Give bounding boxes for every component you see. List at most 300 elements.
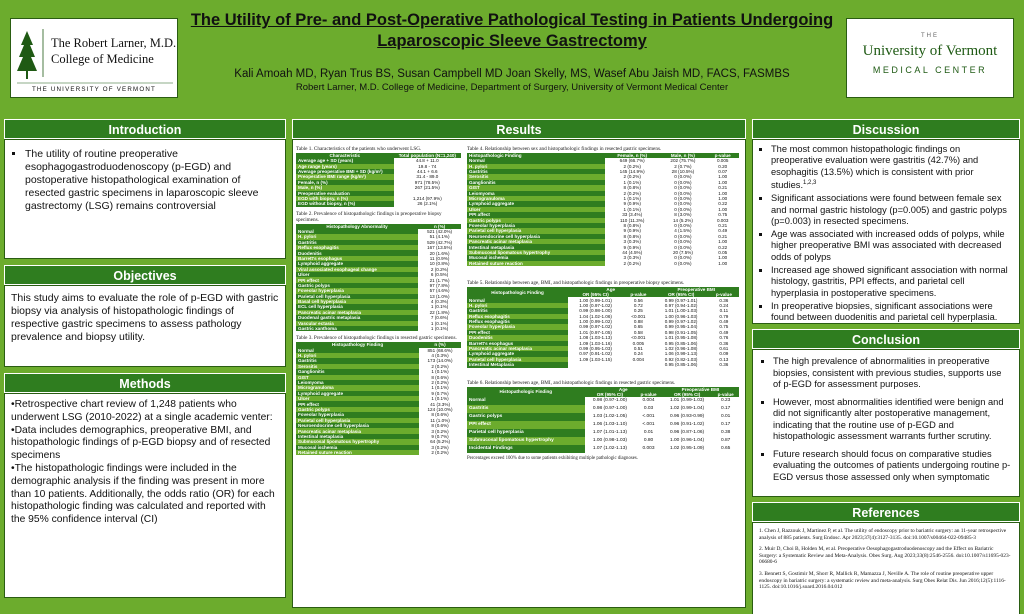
table6-cell: 1.00 (0.98-1.03) bbox=[585, 437, 636, 445]
table4-cell: PPI affect bbox=[467, 212, 605, 217]
table4-cell: Gastric polyps bbox=[467, 218, 605, 223]
table5-cell: 1.01 (0.95-1.08) bbox=[653, 335, 708, 340]
table5-cell: 0.24 bbox=[623, 351, 653, 356]
table4-cell: 0.21 bbox=[706, 234, 739, 239]
table3-body bbox=[296, 348, 461, 456]
table5-header: Preoperative BMI bbox=[653, 287, 739, 292]
objectives-text: This study aims to evaluate the role of p-EGD with gastric biopsy via analysis of histopathologic findings of respective gastric specimens to assess pathology prevalence and biopsy utility. bbox=[11, 292, 279, 343]
table3-cell: 9 (0.7%) bbox=[419, 391, 461, 396]
table5-cell: 0.79 bbox=[709, 314, 739, 319]
introduction-item: ▪ The utility of routine preoperative esophagogastroduodenoscopy (p-EGD) and postoperative histopathological examination of resected gastric specimens in laparoscopic sleeve gastrectomy (LSG) remains controversial bbox=[25, 148, 277, 213]
table5-cell: 0.92 (0.82-1.03) bbox=[653, 357, 708, 362]
discussion-item: ▪ The most common histopathologic findings on preoperative evaluation were gastritis (42.7%) and esophagitis (13.5%) which is consistent with prior studies.$^{1,2,3}$ bbox=[771, 144, 1013, 191]
table4-cell: 9 (0.9%) bbox=[605, 244, 659, 249]
table1-block bbox=[296, 146, 461, 455]
table3-cell: Mucosal ischemia bbox=[296, 445, 419, 450]
table6-cell: 0.004 bbox=[635, 397, 662, 405]
table4-cell: 2 (0.2%) bbox=[605, 261, 659, 266]
table2-cell: 20 (1.6%) bbox=[418, 250, 461, 255]
results-body bbox=[292, 139, 746, 608]
introduction-body bbox=[4, 139, 286, 259]
right-column bbox=[752, 119, 1020, 610]
table1-cell: 44.8 + 11.0 bbox=[394, 158, 461, 163]
logo-left-line2: College of Medicine bbox=[51, 52, 154, 66]
table1-header: Characteristic bbox=[296, 153, 394, 158]
table3-cell: 124 (10.0%) bbox=[419, 407, 461, 412]
table2-cell: 6 (0.5%) bbox=[418, 272, 461, 277]
table6-row bbox=[467, 397, 739, 405]
table5-cell: 1.09 (1.03-1.16) bbox=[568, 341, 623, 346]
table6-cell: 1.02 (0.95-1.09) bbox=[662, 445, 713, 453]
table2-cell: H. pylori bbox=[296, 234, 418, 239]
table3-cell: Gastric polyps bbox=[296, 407, 419, 412]
table5-subheader: OR (95% CI) bbox=[653, 292, 708, 297]
table5-cell: 0.61 bbox=[709, 346, 739, 351]
table3-cell: Leiomyoma bbox=[296, 380, 419, 385]
table6-cell: 1.07 (1.02-1.13) bbox=[585, 445, 636, 453]
references-heading: References bbox=[752, 502, 1020, 522]
conclusion-item: ▪ Future research should focus on comparative studies evaluating the outcomes of patients undergoing routine p-EGD versus those assessed only when symptomatic bbox=[773, 449, 1011, 484]
table4-cell: Mucosal ischemia bbox=[467, 255, 605, 260]
table3-cell: 3 (0.2%) bbox=[419, 428, 461, 433]
table6-header: Age bbox=[585, 387, 662, 392]
table6-row bbox=[467, 429, 739, 437]
table2-cell: 57 (4.6%) bbox=[418, 288, 461, 293]
table6-cell: Gastric polyps bbox=[467, 413, 585, 421]
table2-cell: PPI effect bbox=[296, 277, 418, 282]
reference-item: 3. Bennett S, Gostimir M, Shorr R, Mallick R, Mamazza J, Neville A. The role of routine preoperative upper endoscopy in bariatric surgery: a systematic review and meta-analysis. Surg Obes Relat Dis. Jun 2016;12(5):1116-1125. doi:10.1016/j.soard.2016.04.012 bbox=[759, 570, 1006, 591]
conclusion-list bbox=[761, 356, 1011, 483]
table4-cell: 8 (0.8%) bbox=[605, 223, 659, 228]
table4-cell: 1.00 bbox=[706, 180, 739, 185]
table5-cell bbox=[623, 362, 653, 367]
table4-cell: Submucosal lipomatous hypertrophy bbox=[467, 250, 605, 255]
table4-cell: 0.005 bbox=[706, 158, 739, 163]
poster-header bbox=[4, 4, 1020, 114]
table4-cell: 0 (0.0%) bbox=[659, 223, 706, 228]
table1-cell: 971 (78.5%) bbox=[394, 180, 461, 185]
table4-cell: 110 (11.3%) bbox=[605, 218, 659, 223]
table4-cell: 1.00 bbox=[706, 261, 739, 266]
uvm-medical-center-logo bbox=[846, 18, 1014, 98]
table1-cell: Age range (years) bbox=[296, 164, 394, 169]
table4-cell: 0 (0.0%) bbox=[659, 201, 706, 206]
table3-cell: 1 (0.1%) bbox=[419, 369, 461, 374]
table2 bbox=[296, 224, 461, 332]
table5-cell: H. pylori bbox=[467, 303, 568, 308]
table4-row bbox=[467, 261, 739, 266]
table3-cell: 3 (0.2%) bbox=[419, 445, 461, 450]
table5-cell: <0.001 bbox=[623, 335, 653, 340]
table4-cell: 0 (0.0%) bbox=[659, 255, 706, 260]
table3-caption: Table 3. Prevalence of histopathologic findings in resected gastric specimens. bbox=[296, 335, 457, 342]
table3-cell: Parietal cell hyperplasia bbox=[296, 418, 419, 423]
table3-cell: PPI effect bbox=[296, 401, 419, 406]
results-note: Percentages exceed 100% due to some patients exhibiting multiple pathologic diagnoses. bbox=[467, 455, 638, 461]
table1-cell: Average age + SD (years) bbox=[296, 158, 394, 163]
table4-header: Histopathologic Finding bbox=[467, 153, 605, 158]
table5-cell: 0.11 bbox=[709, 308, 739, 313]
table6-cell: 0.17 bbox=[712, 405, 739, 413]
table6-cell: 0.96 (0.91-1.02) bbox=[662, 421, 713, 429]
table6-row bbox=[467, 445, 739, 453]
table4-cell: 0 (0.0%) bbox=[659, 207, 706, 212]
table5-cell: 0.72 bbox=[623, 303, 653, 308]
table6-cell: Parietal cell hyperplasia bbox=[467, 429, 585, 437]
table2-cell: 21 (1.7%) bbox=[418, 277, 461, 282]
table2-cell: Basal cell hyperplasia bbox=[296, 299, 418, 304]
conclusion-item: ▪ The high prevalence of abnormalities in preoperative biopsies, consistent with previous studies, supports use of p-EGD for assessment purposes. bbox=[773, 356, 1011, 391]
table4-cell: 0 (0.0%) bbox=[659, 234, 706, 239]
table4-cell: 1.00 bbox=[706, 191, 739, 196]
table5-cell: 1.01 (0.97-1.05) bbox=[568, 330, 623, 335]
table4-cell: Lymphoid aggregate bbox=[467, 201, 605, 206]
table6-cell: 1.01 (0.99-1.03) bbox=[662, 397, 713, 405]
results-heading: Results bbox=[292, 119, 746, 139]
table2-cell: 7 (0.6%) bbox=[418, 315, 461, 320]
table1-cell: 19.8 - 74 bbox=[394, 164, 461, 169]
table1-body bbox=[296, 158, 461, 207]
table4-cell: 0.07 bbox=[706, 169, 739, 174]
table5-cell: Barrett's esophagus bbox=[467, 341, 568, 346]
table5-cell: 0.99 (0.95-1.03) bbox=[568, 346, 623, 351]
title-block bbox=[184, 10, 840, 93]
table4-cell: 0 (0.0%) bbox=[659, 244, 706, 249]
middle-column bbox=[292, 119, 746, 610]
table4-cell: 0.22 bbox=[706, 201, 739, 206]
table6-subheader: OR (95% CI) bbox=[585, 392, 636, 397]
table6-cell: PPI effect bbox=[467, 421, 585, 429]
table5-cell: 0.51 bbox=[623, 346, 653, 351]
table5-cell: 0.36 bbox=[709, 297, 739, 302]
table5-cell: 1.00 (0.99-1.02) bbox=[568, 319, 623, 324]
methods-item: •Retrospective chart review of 1,248 patients who underwent LSG (2010-2022) at a single academic venter: bbox=[11, 399, 273, 423]
table5-cell: 0.65 bbox=[623, 324, 653, 329]
table2-cell: 22 (1.8%) bbox=[418, 310, 461, 315]
table6-caption: Table 6. Relationship between age, BMI, and histopathologic findings in resected gastric specimens. bbox=[467, 379, 676, 386]
table6-subheader: p-value bbox=[712, 392, 739, 397]
table4-cell: 33 (3.4%) bbox=[605, 212, 659, 217]
table5-cell: 0.88 bbox=[623, 319, 653, 324]
table4-cell: Ulcer bbox=[467, 207, 605, 212]
table3-cell: Ulcer bbox=[296, 396, 419, 401]
table4-cell: Serositis bbox=[467, 174, 605, 179]
table3-cell: 8 (0.6%) bbox=[419, 412, 461, 417]
table4-cell: 0.22 bbox=[706, 244, 739, 249]
table3-cell: 1 (0.1%) bbox=[419, 396, 461, 401]
table5-row bbox=[467, 362, 739, 367]
table6-row bbox=[467, 437, 739, 445]
table5-cell: Normal bbox=[467, 297, 568, 302]
table4-cell: 1 (0.1%) bbox=[605, 180, 659, 185]
table1-cell: 44.1 + 6.6 bbox=[394, 169, 461, 174]
table5-cell: 0.09 bbox=[709, 351, 739, 356]
table6-cell: Normal bbox=[467, 397, 585, 405]
table5-cell: Intestinal Metaplasia bbox=[467, 362, 568, 367]
conclusion-item: ▪ However, most abnormalities identified were benign and did not significantly alter postoperative management, indicating that the routine use of p-EGD and histopathologic assessment warrants further scrutiny. bbox=[773, 397, 1011, 443]
table2-cell: Lymphoid aggregate bbox=[296, 261, 418, 266]
table4-cell: 0.21 bbox=[706, 185, 739, 190]
table2-cell: Gastric xanthoma bbox=[296, 326, 418, 331]
table1-caption: Table 1. Characteristics of the patients who underwent LSG. bbox=[296, 146, 422, 152]
table4-cell: 0 (0.0%) bbox=[659, 174, 706, 179]
logo-left-line1: The Robert Larner, M.D. bbox=[51, 36, 177, 50]
table4 bbox=[467, 153, 739, 266]
table5-cell: 1.00 (0.96-1.03) bbox=[653, 314, 708, 319]
table4-cell: Normal bbox=[467, 158, 605, 163]
table4-cell: 0 (0.0%) bbox=[659, 239, 706, 244]
table6-cell: <.001 bbox=[635, 413, 662, 421]
table2-cell: Gastritis bbox=[296, 240, 418, 245]
table3-cell: Normal bbox=[296, 348, 419, 353]
table3-cell: 851 (68.6%) bbox=[419, 348, 461, 353]
table1-cell: Female, n (%) bbox=[296, 180, 394, 185]
table3-cell: H. pylori bbox=[296, 353, 419, 358]
table5-cell: 0.36 bbox=[709, 362, 739, 367]
table4-cell: Intestinal metaplasia bbox=[467, 244, 605, 249]
discussion-item: ▪ In preoperative biopsies, significant associations were found between duodenitis and parietal cell hyperplasia. bbox=[771, 301, 1013, 324]
table3-row bbox=[296, 439, 461, 444]
table5-cell: 0.49 bbox=[709, 319, 739, 324]
table3-cell: Lymphoid aggregate bbox=[296, 391, 419, 396]
table2-row bbox=[296, 326, 461, 331]
table2-cell: Duodenitis bbox=[296, 250, 418, 255]
table5-cell: 0.99 (0.95-1.04) bbox=[653, 324, 708, 329]
table2-cell: Reflux esophagitis bbox=[296, 245, 418, 250]
table4-cell: 0 (0.0%) bbox=[659, 196, 706, 201]
table4-cell: 649 (66.7%) bbox=[605, 158, 659, 163]
table3-cell: Intestinal metaplasia bbox=[296, 434, 419, 439]
table6-cell: 0.65 bbox=[712, 445, 739, 453]
table4-cell: Gastritis bbox=[467, 169, 605, 174]
methods-heading: Methods bbox=[4, 373, 286, 393]
logo-left-line3: THE UNIVERSITY OF VERMONT bbox=[31, 86, 157, 93]
table5-cell: 0.005 bbox=[623, 341, 653, 346]
table6-cell: 0.98 (0.97-1.00) bbox=[585, 405, 636, 413]
table2-cell: 2 (0.2%) bbox=[418, 267, 461, 272]
table6-body bbox=[467, 397, 739, 453]
reference-item: 2. Muir D, Choi B, Holden M, et al. Preoperative Oesophagogastroduodenoscopy and the Effect on Bariatric Surgery: a Systematic Review and Meta-Analysis. Obes Surg. Aug 2023;33(8):2546-2556. doi:10.1007/s11695-023-06680-6 bbox=[759, 546, 1011, 566]
table4-cell: 1 (0.1%) bbox=[605, 207, 659, 212]
table4-cell: 0.75 bbox=[706, 212, 739, 217]
table2-cell: Foveolar hyperplasia bbox=[296, 288, 418, 293]
table3-header: Histopathology Finding bbox=[296, 342, 419, 347]
introduction-heading: Introduction bbox=[4, 119, 286, 139]
table2-cell: 1 (0.1%) bbox=[418, 321, 461, 326]
table4-cell: Parietal cell hyperplasia bbox=[467, 228, 605, 233]
poster-title-line2: Laparoscopic Sleeve Gastrectomy bbox=[377, 32, 647, 50]
table6-row bbox=[467, 405, 739, 413]
table2-cell: Duodenal gastric metaplasia bbox=[296, 315, 418, 320]
table6-cell: 0.98 (0.97-1.00) bbox=[585, 397, 636, 405]
table2-caption: Table 2. Prevalence of histopathologic findings in preoperative biopsy specimens. bbox=[296, 210, 442, 223]
conclusion-body bbox=[752, 349, 1020, 497]
methods-list bbox=[11, 399, 279, 527]
discussion-item: ▪ Increased age showed significant association with normal histology, gastritis, PPI effects, and parietal cell hyperplasia in postoperative specimens. bbox=[771, 265, 1013, 299]
table5-header: Histopathologic Finding bbox=[467, 287, 568, 297]
table3-row bbox=[296, 450, 461, 455]
table3-cell: 2 (0.2%) bbox=[419, 450, 461, 455]
table4-cell: 145 (14.9%) bbox=[605, 169, 659, 174]
table4-cell: 20 (7.5%) bbox=[659, 250, 706, 255]
objectives-body bbox=[4, 285, 286, 367]
table5-cell: 1.02 (0.96-1.08) bbox=[653, 346, 708, 351]
table4-cell: 1.00 bbox=[706, 207, 739, 212]
logo-right-line1: THE bbox=[921, 33, 939, 39]
table4-cell: 2 (0.2%) bbox=[605, 191, 659, 196]
table1-cell: 26 (2.1%) bbox=[394, 201, 461, 206]
table3-cell: Foveolar hyperplasia bbox=[296, 412, 419, 417]
table5-header: Age bbox=[568, 287, 654, 292]
table2-header: n (%) bbox=[418, 224, 461, 229]
introduction-list bbox=[13, 148, 277, 213]
table5-cell: 0.98 (0.91-1.05) bbox=[653, 330, 708, 335]
table6-cell: 0.87 bbox=[712, 437, 739, 445]
table5-cell: 0.95 (0.85-1.06) bbox=[653, 341, 708, 346]
table1-header: Total population (N=1,240) bbox=[394, 153, 461, 158]
table5-cell: 0.99 (0.97-1.02) bbox=[653, 319, 708, 324]
table1 bbox=[296, 153, 461, 207]
table3-cell: Gastritis bbox=[296, 358, 419, 363]
table2-cell: 529 (42.7%) bbox=[418, 240, 461, 245]
table5-cell: PPI effect bbox=[467, 330, 568, 335]
table4-cell: 202 (75.7%) bbox=[659, 158, 706, 163]
table4-cell: 28 (10.5%) bbox=[659, 169, 706, 174]
table5-cell: 0.97 (0.91-1.02) bbox=[568, 351, 623, 356]
table5-cell: 0.36 bbox=[709, 341, 739, 346]
table6 bbox=[467, 387, 739, 453]
table4-cell: 44 (4.5%) bbox=[605, 250, 659, 255]
table5-cell: Foveolar hyperplasia bbox=[467, 324, 568, 329]
table6-subheader: OR (95% CI) bbox=[662, 392, 713, 397]
table3-cell: 64 (5.2%) bbox=[419, 439, 461, 444]
table6-cell: Incidental Findings bbox=[467, 445, 585, 453]
table4-cell: Neuroendocrine cell hyperplasia bbox=[467, 234, 605, 239]
table4-cell: 3 (0.3%) bbox=[605, 255, 659, 260]
table3-cell: Retained suture reaction bbox=[296, 450, 419, 455]
table3 bbox=[296, 342, 461, 455]
table1-row bbox=[296, 201, 461, 206]
table5-cell: 1.00 (0.97-1.02) bbox=[568, 303, 623, 308]
table3-header: n (%) bbox=[419, 342, 461, 347]
table6-cell: 0.01 bbox=[635, 429, 662, 437]
table6-cell: 0.003 bbox=[635, 445, 662, 453]
table5-subheader: p-value bbox=[709, 292, 739, 297]
discussion-body bbox=[752, 139, 1020, 324]
table4-cell: 0.20 bbox=[706, 164, 739, 169]
table5-cell: Reflux esophagitis bbox=[467, 319, 568, 324]
table5-caption: Table 5. Relationship between age, BMI, and histopathologic findings in preoperative biopsy specimens. bbox=[467, 280, 685, 287]
table3-cell: Ganglionitis bbox=[296, 369, 419, 374]
table4-cell: 0.49 bbox=[706, 228, 739, 233]
table4-cell: 0.21 bbox=[706, 223, 739, 228]
table5-cell: 1.01 (1.00-1.03) bbox=[653, 308, 708, 313]
table4-cell: 8 (0.8%) bbox=[605, 185, 659, 190]
table4-cell: 2 (0.2%) bbox=[605, 164, 659, 169]
discussion-item: ▪ Age was associated with increased odds of polyps, while higher preoperative BMI was associated with decreased odds of polyps bbox=[771, 229, 1013, 263]
table6-row bbox=[467, 421, 739, 429]
table5-cell: 0.99 (0.98-1.00) bbox=[568, 308, 623, 313]
table5-cell: Reflux esophagitis bbox=[467, 314, 568, 319]
table1-cell: Preoperative evaluation bbox=[296, 191, 394, 196]
table4-cell: 2 (0.7%) bbox=[659, 164, 706, 169]
references-body bbox=[752, 522, 1020, 614]
table5-cell: Duodenitis bbox=[467, 335, 568, 340]
table6-cell: 1.07 (1.01-1.13) bbox=[585, 429, 636, 437]
reference-item: 1. Chen J, Razzouk J, Martinez P, et al. The utility of endoscopy prior to bariatric surgery: an 11-year retrospective analysis of 885 patients. Surg Endosc. Apr 2023;37(4):3127-3135. doi:10.1007/s00464-022-09485-3 bbox=[759, 528, 1007, 541]
table4-header: Male, n (%) bbox=[659, 153, 706, 158]
table4-cell: 8 (0.8%) bbox=[605, 234, 659, 239]
table6-cell: 1.02 (0.99-1.04) bbox=[662, 405, 713, 413]
objectives-heading: Objectives bbox=[4, 265, 286, 285]
table4-cell: Foveolar hyperplasia bbox=[467, 223, 605, 228]
table3-cell: 11 (1.0%) bbox=[419, 418, 461, 423]
table3-cell: Submucosal lipomatous hypertrophy bbox=[296, 439, 419, 444]
table2-cell: 51 (4.1%) bbox=[418, 234, 461, 239]
table2-cell: Normal bbox=[296, 229, 418, 234]
table4-cell: 1 (0.1%) bbox=[605, 196, 659, 201]
table5-subheader: OR (95% CI) bbox=[568, 292, 623, 297]
table5-cell: 0.58 bbox=[623, 330, 653, 335]
table6-cell: 0.23 bbox=[712, 397, 739, 405]
table4-cell: 1.00 bbox=[706, 255, 739, 260]
table2-cell: 13 (1.0%) bbox=[418, 294, 461, 299]
table5-body bbox=[467, 297, 739, 367]
table6-subheader: p-value bbox=[635, 392, 662, 397]
table1-cell: EGD with biopsy, n (%) bbox=[296, 196, 394, 201]
table4-cell: Retained suture reaction bbox=[467, 261, 605, 266]
table4-cell: 0.003 bbox=[706, 218, 739, 223]
logo-right-line3: MEDICAL CENTER bbox=[872, 65, 988, 75]
table1-cell: EGD without biopsy, n (%) bbox=[296, 201, 394, 206]
table5-cell: 0.56 bbox=[623, 297, 653, 302]
table2-cell: Gastric polyps bbox=[296, 283, 418, 288]
conclusion-heading: Conclusion bbox=[752, 329, 1020, 349]
table5-cell: 0.75 bbox=[709, 324, 739, 329]
table5-cell: Pancreatic acinar metaplasia bbox=[467, 346, 568, 351]
table5-cell: Parietal cell hyperplasia bbox=[467, 357, 568, 362]
larner-college-logo bbox=[10, 18, 178, 98]
table2-cell: 1 (0.1%) bbox=[418, 326, 461, 331]
table4-cell: 0 (0.0%) bbox=[659, 185, 706, 190]
table5-cell: 1.09 (1.03-1.15) bbox=[568, 357, 623, 362]
table5-cell: 0.49 bbox=[709, 330, 739, 335]
poster-title-line1: The Utility of Pre- and Post-Operative Pathological Testing in Patients Undergoing bbox=[190, 11, 834, 29]
table3-cell: 8 (0.6%) bbox=[419, 423, 461, 428]
table4-cell: 0 (0.0%) bbox=[659, 180, 706, 185]
table4-block bbox=[467, 146, 739, 461]
table2-body bbox=[296, 229, 461, 331]
table6-cell: Submucosal lipomatous hypertrophy bbox=[467, 437, 585, 445]
table4-cell: 3 (0.3%) bbox=[605, 239, 659, 244]
table2-cell: ECL cell hyperplasia bbox=[296, 304, 418, 309]
table1-cell: 31.4 - 89.0 bbox=[394, 174, 461, 179]
table4-header: p-value bbox=[706, 153, 739, 158]
table4-cell: Ganglionitis bbox=[467, 180, 605, 185]
table5-cell: 0.25 bbox=[623, 308, 653, 313]
table5-cell: 1.04 (1.02-1.06) bbox=[568, 314, 623, 319]
table5-cell: <0.001 bbox=[623, 314, 653, 319]
table2-cell: 4 (0.3%) bbox=[418, 299, 461, 304]
table4-cell: 8 (3.0%) bbox=[659, 212, 706, 217]
table4-caption: Table 4. Relationship between sex and histopathologic findings in resected gastric specimens. bbox=[467, 146, 662, 152]
table3-cell: 9 (0.7%) bbox=[419, 434, 461, 439]
table2-cell: Vascular ectasia bbox=[296, 321, 418, 326]
table4-cell: 1.00 bbox=[706, 174, 739, 179]
table2-cell: 10 (0.8%) bbox=[418, 261, 461, 266]
discussion-item: ▪ Significant associations were found between female sex and normal gastric histology (p=0.005) and gastric polyps (p=0.003) in resected specimens. bbox=[771, 193, 1013, 227]
table5-cell: 0.76 bbox=[709, 335, 739, 340]
